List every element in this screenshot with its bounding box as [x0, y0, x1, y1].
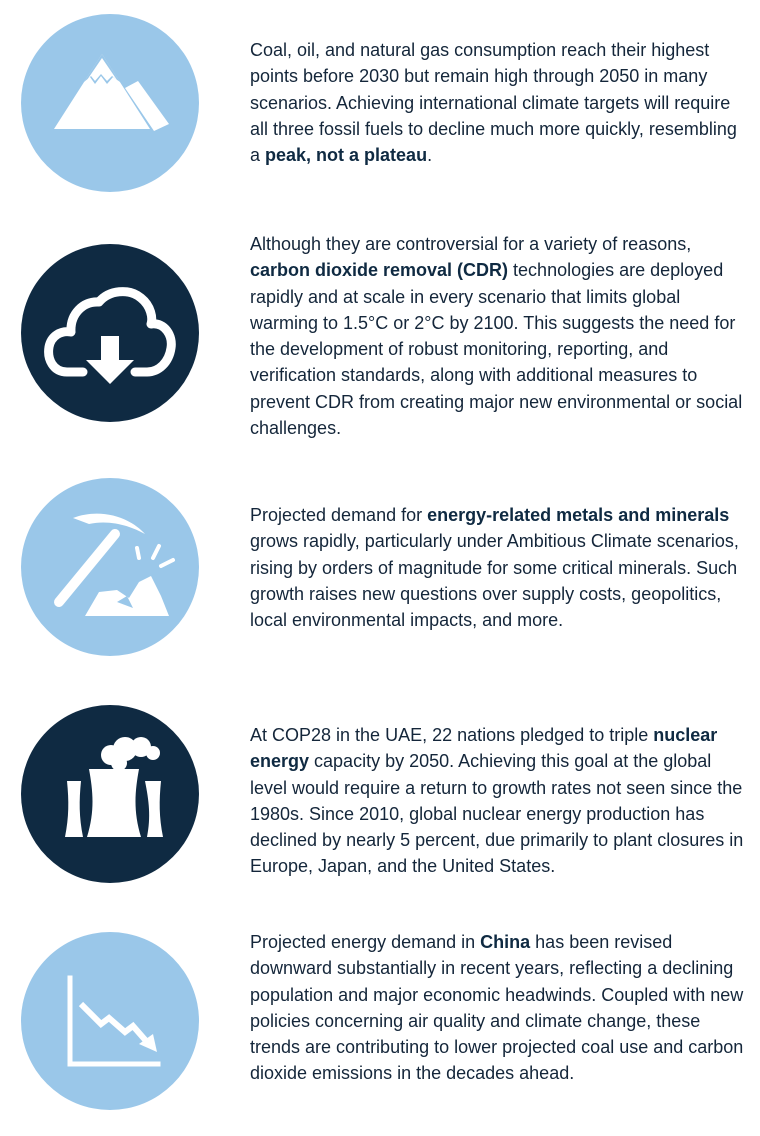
- item-nuclear: [0, 705, 760, 885]
- item-china: [0, 932, 760, 1132]
- item-minerals-emphasis: energy-related metals and minerals: [427, 505, 730, 525]
- item-china-text: Projected energy demand in China has been revised downward substantially in recent years, reflecting a declining population and major economic headwinds. Coupled with new policies concerning air quality and climate change, these trends are contributing to lower projected coal use and carbon dioxide emissions in the decades ahead.: [250, 932, 744, 1084]
- item-peak-emphasis: peak, not a plateau: [265, 145, 428, 166]
- item-nuclear-emphasis: nuclear energy: [250, 725, 718, 772]
- cloud-download-icon: [21, 244, 199, 422]
- item-china-emphasis: China: [480, 932, 531, 952]
- item-cdr-emphasis: carbon dioxide removal (CDR): [250, 260, 509, 281]
- item-minerals-text: Projected demand for energy-related metals and minerals grows rapidly, particularly under Ambitious Climate scenarios, rising by orders of magnitude for some critical minerals. Such growth raises new questions over supply costs, geopolitics, local environmental impacts, and more.: [250, 505, 739, 631]
- item-peak: [0, 14, 760, 194]
- declining-chart-icon: [21, 932, 199, 1110]
- item-cdr-text: Although they are controversial for a variety of reasons, carbon dioxide removal (CDR) technologies are deployed rapidly and at scale in every scenario that limits global warming to 1.5°C or 2°C by 2100. This suggests the need for the development of robust monitoring, reporting, and verification standards, along with additional measures to prevent CDR from creating major new environmental or social challenges.: [250, 234, 743, 439]
- nuclear-cooling-tower-icon: [21, 705, 199, 883]
- item-peak-text: Coal, oil, and natural gas consumption reach their highest points before 2030 but remain high through 2050 in many scenarios. Achieving international climate targets will require all three fossil fuels to decline much more quickly, resembling a peak, not a plateau.: [250, 40, 737, 166]
- mountain-peak-icon: [21, 14, 199, 192]
- item-minerals: [0, 478, 760, 658]
- item-cdr: [0, 234, 760, 444]
- pickaxe-icon: [21, 478, 199, 656]
- item-nuclear-text: At COP28 in the UAE, 22 nations pledged to triple nuclear energy capacity by 2050. Achieving this goal at the global level would require a return to growth rates not seen since the 1980s. Since 2010, global nuclear energy production has declined by nearly 5 percent, due primarily to plant closures in Europe, Japan, and the United States.: [250, 725, 744, 877]
